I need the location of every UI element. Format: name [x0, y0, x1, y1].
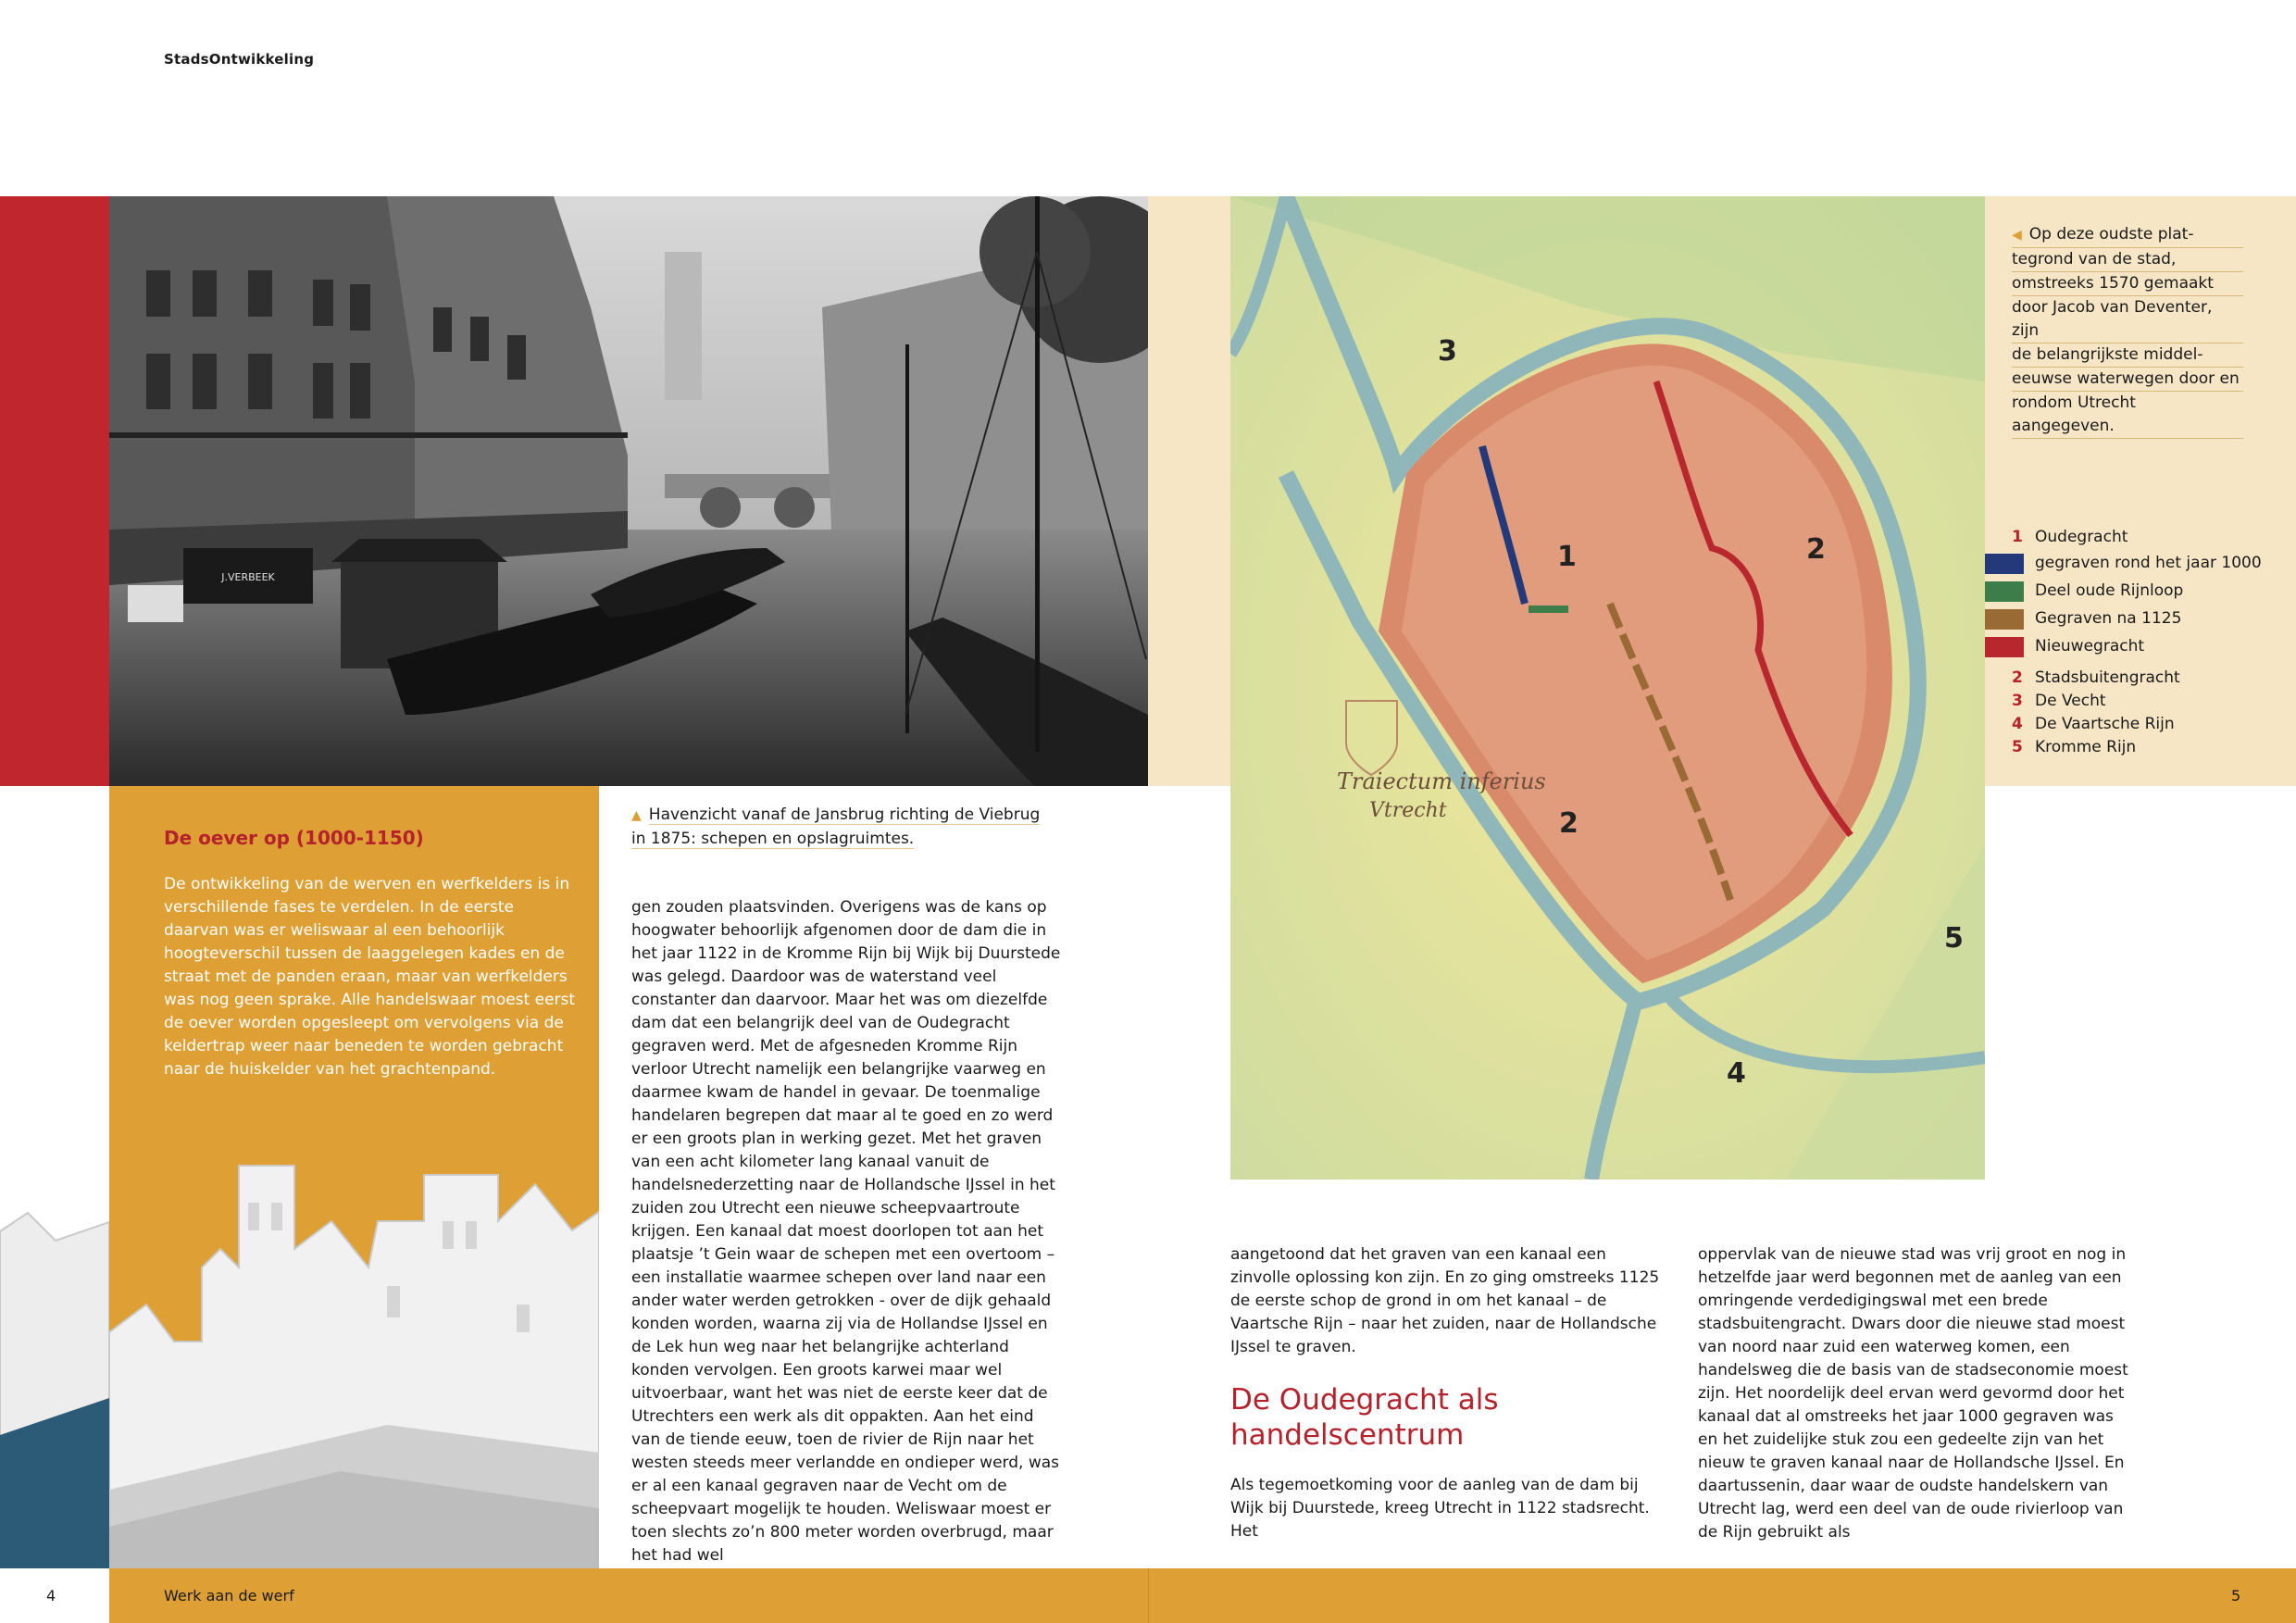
photo-caption-text: Havenzicht vanaf de Jansbrug richting de Viebrug in 1875: schepen en opslagruimtes.: [631, 805, 1041, 848]
legend-swatch-brown: [1985, 609, 2024, 630]
legend-item-vaartsche-rijn: 4 De Vaartsche Rijn: [2012, 715, 2175, 733]
sidebar-title: De oever op (1000-1150): [164, 827, 424, 849]
page-number-right: 5: [2231, 1587, 2241, 1604]
harbour-photo-illustration: [109, 196, 1148, 786]
section-label: StadsOntwikkeling: [164, 51, 315, 68]
photo-sign-verbeek: J.VERBEEK: [221, 571, 275, 583]
sidebar-text: De ontwikkeling van de werven en werfkelders is in verschillende fases te verdelen. In de eerste daarvan was er weliswaar al een behoorlijk hoogteverschil tussen de laaggelegen kades en de straat met de panden eraan, maar van werfkelders was nog geen sprake. Alle handelswaar moest eerst de oever worden opgesleept om vervolgens via de keldertrap weer naar beneden te worden gebracht naar de huiskelder van het grachtenpand.: [164, 875, 576, 1079]
map-caption-line-7: rondom Utrecht aangegeven.: [2012, 392, 2243, 439]
body-column-1: gen zouden plaatsvinden. Overigens was de kans op hoogwater behoorlijk afgenomen door de dam die in het jaar 1122 in de Kromme Rijn bij Wijk bij Duurstede was gelegd. Daardoor was de waterstand veel constanter dan daarvoor. Maar het was om diezelfde dam dat een belangrijk deel van de Oudegracht gegraven werd. Met de afgesneden Kromme Rijn verloor Utrecht namelijk een belangrijke vaarweg en daarmee kwam de handel in gevaar. De toenmalige handelaren begrepen dat maar al te goed en zo werd er een groots plan in werking gezet. Met het graven van een acht kilometer lang kanaal vanuit de handelsnederzetting naar de Hollandsche IJssel in het zuiden zou Utrecht een nieuwe scheepvaartroute krijgen. Een kanaal dat moest doorlopen tot aan het plaatsje ’t Gein waar de schepen met een overtoom – een installatie waarmee schepen over land naar een ander water werden getrokken - over de dijk gehaald konden worden, waarna zij via de Hollandse IJssel en de Lek hun weg naar het belangrijke achterland konden vervolgen. Een groots karwei maar wel uitvoerbaar, want het was niet de eerste keer dat de Utrechters een werk als dit oppakten. Aan het eind van de tiende eeuw, toen de rivier de Rijn naar het westen steeds meer verlandde en ondieper werd, was er al een kanaal gegraven naar de Vecht om de scheepvaart mogelijk te houden. Weliswaar moest er toen slechts zo’n 800 meter worden overbrugd, maar het had wel: [631, 898, 1061, 1565]
map-number-1: 1: [1557, 541, 1577, 573]
page-number-left: 4: [46, 1587, 56, 1604]
legend-item-nieuwegracht: Nieuwegracht: [1985, 635, 2296, 667]
legend-item-stadsbuitengracht: 2 Stadsbuitengracht: [2012, 668, 2180, 687]
photo-caption: [631, 804, 1053, 851]
map-number-5: 5: [1944, 922, 1964, 955]
map-caption-line-5: de belangrijkste middel-: [2012, 343, 2243, 368]
body-column-3: oppervlak van de nieuwe stad was vrij groot en nog in hetzelfde jaar werd begonnen met de aanleg van een omringende verdedigingswal met een brede stadsbuitengracht. Dwars door die nieuwe stad moest van noord naar zuid een waterweg komen, een handelsweg die de basis van de stadseconomie moest zijn. Het noordelijk deel ervan werd gevormd door het kanaal dat al omstreeks het jaar 1000 gegraven was en het zuidelijke stuk zou een gedeelte zijn van het nieuw te graven kanaal naar de Hollandsche IJssel. En daartussenin, daar waar de oudste handelskern van Utrecht lag, werd een deel van de oude rivierloop van de Rijn gebruikt als: [1698, 1245, 2128, 1542]
legend-item-kromme-rijn: 5 Kromme Rijn: [2012, 738, 2137, 756]
footer-divider: [1148, 1568, 1149, 1623]
body-column-2-top: aangetoond dat het graven van een kanaal een zinvolle oplossing kon zijn. En zo ging omstreeks 1125 de eerste schop de grond in om het kanaal – de Vaartsche Rijn – naar het zuiden, naar de Hollandsche IJssel te graven.: [1230, 1245, 1660, 1356]
map-title-line1: Traiectum inferius: [1337, 768, 1546, 794]
map-number-4: 4: [1727, 1057, 1746, 1090]
map-caption: [2012, 223, 2243, 439]
legend-item-oudegracht: 1 Oudegracht: [2012, 528, 2128, 546]
left-triangle-icon: ◀: [2012, 228, 2022, 243]
legend-swatch-green: [1985, 581, 2024, 602]
legend-swatch-blue: [1985, 554, 2024, 574]
red-side-bar: [0, 196, 109, 786]
wharf-model-left-extension: [0, 1157, 109, 1568]
legend-item-rijnloop: Deel oude Rijnloop: [1985, 580, 2296, 607]
section-heading: De Oudegracht als handelscentrum: [1230, 1383, 1499, 1452]
map-caption-line-6: eeuwse waterwegen door en: [2012, 368, 2243, 392]
map-caption-line-4: door Jacob van Deventer, zijn: [2012, 296, 2243, 343]
historic-city-map: [1230, 196, 1985, 1180]
utrecht-map-illustration: [1230, 196, 1985, 1180]
legend-item-1125: Gegraven na 1125: [1985, 607, 2296, 635]
body-column-2-bottom: Als tegemoetkoming voor de aanleg van de dam bij Wijk bij Duurstede, kreeg Utrecht in 1122 stadsrecht. Het: [1230, 1476, 1650, 1541]
historic-harbour-photo: [109, 196, 1148, 786]
map-title-line2: Vtrecht: [1369, 799, 1447, 822]
legend-swatch-red: [1985, 637, 2024, 657]
legend-item-vecht: 3 De Vecht: [2012, 692, 2106, 710]
footer-title: Werk aan de werf: [164, 1587, 294, 1604]
map-caption-line-2: tegrond van de stad,: [2012, 248, 2243, 272]
legend-item-1000: gegraven rond het jaar 1000: [1985, 552, 2296, 580]
map-number-2-west: 2: [1559, 807, 1578, 840]
up-triangle-icon: ▲: [631, 808, 642, 823]
map-caption-line-1: Op deze oudste plat-: [2028, 225, 2194, 243]
map-number-3: 3: [1438, 335, 1457, 368]
map-legend: [1985, 526, 2296, 759]
map-number-2-east: 2: [1806, 533, 1826, 566]
map-caption-line-3: omstreeks 1570 gemaakt: [2012, 272, 2243, 296]
